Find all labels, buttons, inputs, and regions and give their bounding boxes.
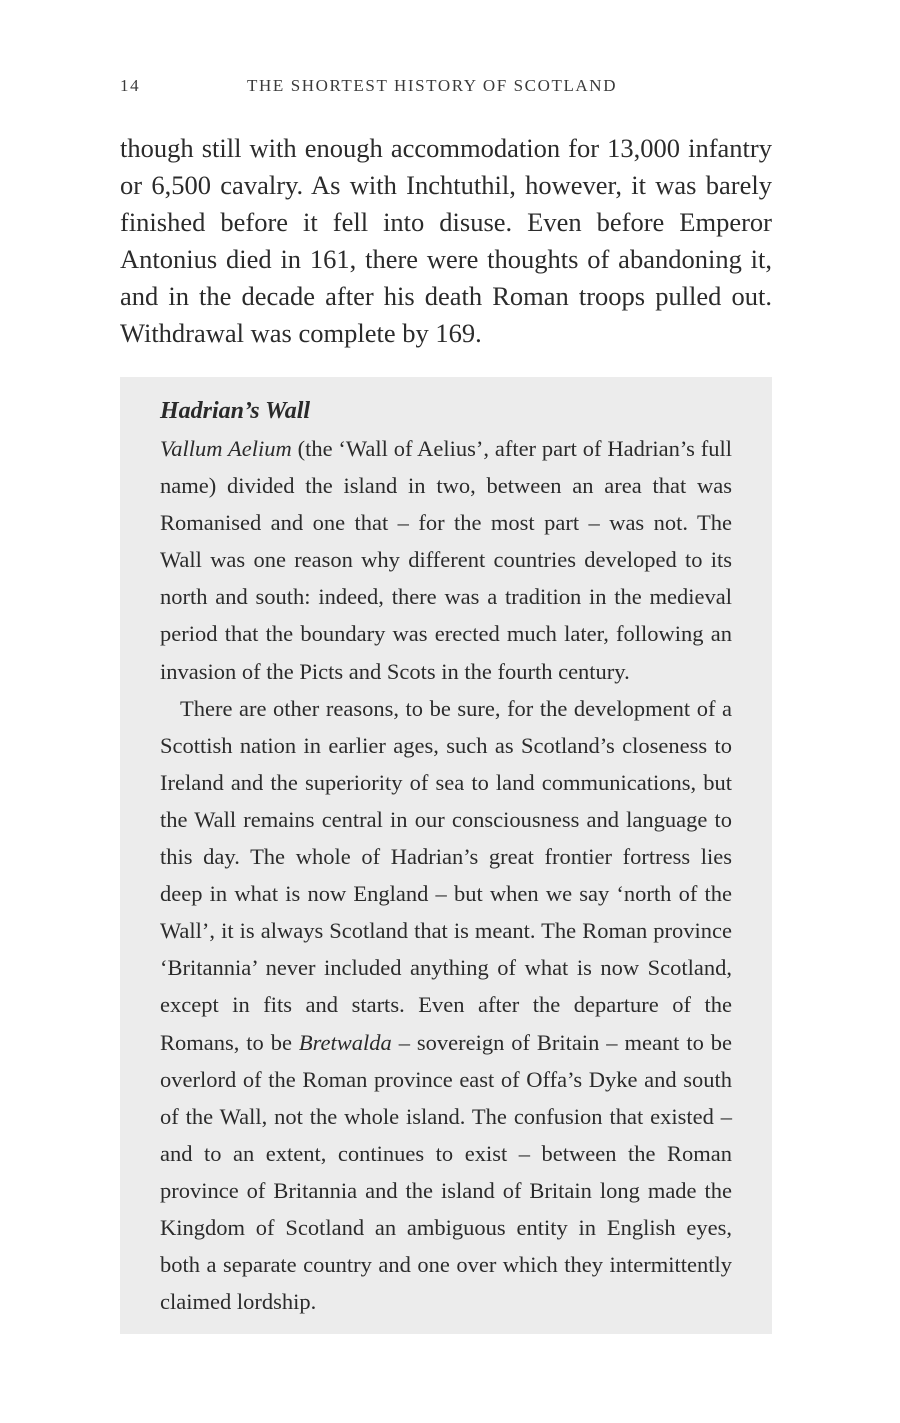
sidebar-title: Hadrian’s Wall [160, 398, 311, 424]
body-paragraph: though still with enough accommodation for 13,000 infantry or 6,500 cavalry. As with Inchtuthil, however, it was barely finished before it fell into disuse. Even before Emperor Antonius died in 161, there were thoughts of abandoning it, and in the decade after his death Roman troops pulled out. Withdrawal was complete by 169. [120, 133, 772, 348]
sidebar-paragraph-1-text: (the ‘Wall of Aelius’, after part of Hadrian’s full name) divided the island in two, between an area that was Romanised and one that – for the most part – was not. The Wall was one reason why different countries developed to its north and south: indeed, there was a tradition in the medieval period that the boundary was erected much later, following an invasion of the Picts and Scots in the fourth century. [160, 436, 732, 684]
sidebar-paragraph-2-text-a: There are other reasons, to be sure, for the development of a Scottish nation in earlier ages, such as Scotland’s closeness to Ireland and the superiority of sea to land communications, but the Wall remains central in our consciousness and language to this day. The whole of Hadrian’s great frontier fortress lies deep in what is now England – but when we say ‘north of the Wall’, it is always Scotland that is meant. The Roman province ‘Britannia’ never included anything of what is now Scotland, except in fits and starts. Even after the departure of the Romans, to be [160, 695, 732, 1055]
running-head [120, 76, 772, 100]
sidebar-paragraph-1 [160, 430, 732, 690]
sidebar-box [120, 377, 772, 1334]
running-title: THE SHORTEST HISTORY OF SCOTLAND [247, 76, 618, 95]
sidebar-paragraph-2 [160, 690, 732, 1321]
page-number: 14 [120, 76, 141, 95]
sidebar-paragraph-2-text-b: – sovereign of Britain – meant to be overlord of the Roman province east of Offa’s Dyke and south of the Wall, not the whole island. The confusion that existed – and to an extent, continues to exist – between the Roman province of Britannia and the island of Britain long made the Kingdom of Scotland an ambiguous entity in English eyes, both a separate country and one over which they intermittently claimed lordship. [160, 1029, 732, 1315]
old-english-term: Bretwalda [298, 1029, 392, 1055]
latin-term: Vallum Aelium [160, 436, 292, 461]
